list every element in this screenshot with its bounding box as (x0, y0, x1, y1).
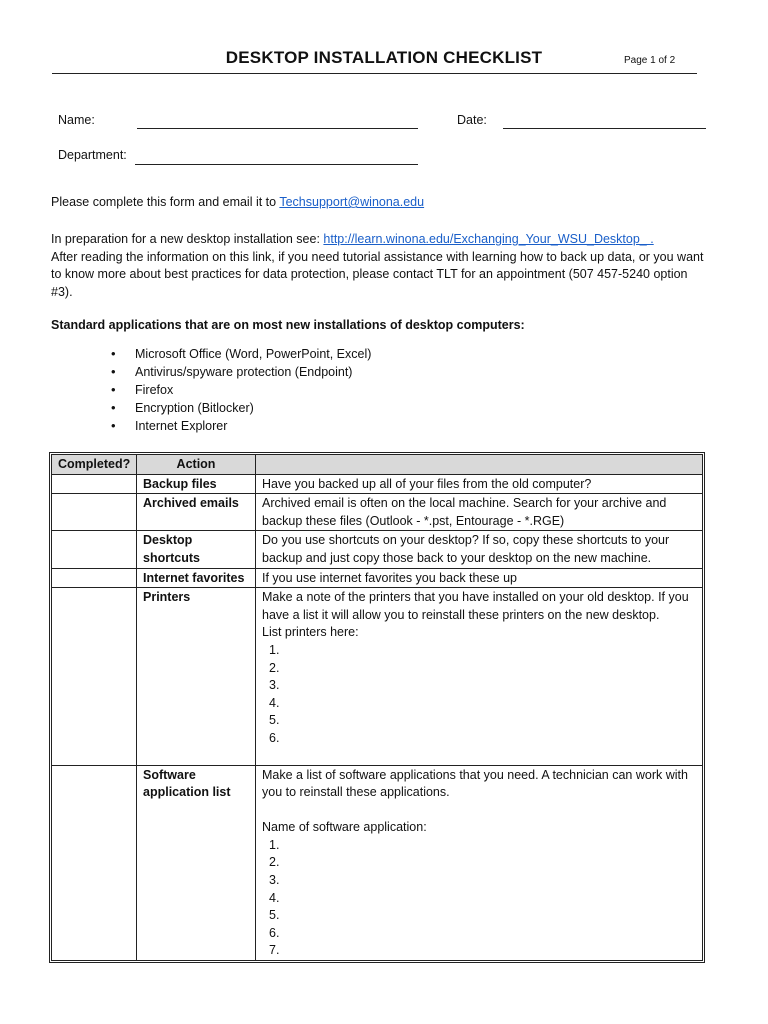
table-row (52, 494, 703, 531)
table-row (52, 568, 703, 588)
preparation-paragraph (51, 231, 711, 301)
after-reading-text: After reading the information on this link, if you need tutorial assistance with learning how to back up data, or you want to know more about best practices for data protection, please contact TLT for an appointment (507 457-5240 option #3). (51, 249, 704, 299)
completed-cell[interactable] (52, 494, 137, 531)
action-cell: Desktop shortcuts (137, 531, 256, 568)
department-field[interactable] (135, 164, 418, 165)
printers-description: Make a note of the printers that you have installed on your old desktop. If you have a list it will allow you to reinstall these printers on the new desktop. (262, 590, 689, 622)
printers-list-label: List printers here: (262, 625, 359, 640)
completed-cell[interactable] (52, 765, 137, 961)
list-item: • Internet Explorer (135, 417, 371, 435)
action-cell: Backup files (137, 474, 256, 494)
apps-list (87, 345, 371, 435)
list-item[interactable]: 2. (269, 855, 280, 870)
list-item[interactable]: 4. (269, 695, 280, 710)
page-title: DESKTOP INSTALLATION CHECKLIST (225, 48, 543, 67)
completed-cell[interactable] (52, 531, 137, 568)
completed-header: Completed? (52, 455, 137, 475)
description-cell (256, 765, 703, 961)
page-indicator: Page 1 of 2 (624, 55, 676, 66)
department-label: Department: (58, 148, 127, 162)
date-field[interactable] (503, 128, 706, 129)
description-header (256, 455, 703, 475)
preparation-text: In preparation for a new desktop installation see: (51, 232, 324, 246)
table-row (52, 474, 703, 494)
description-cell: Have you backed up all of your files from the old computer? (256, 474, 703, 494)
preparation-line (51, 231, 711, 249)
list-item[interactable]: 3. (269, 873, 280, 888)
completed-cell[interactable] (52, 568, 137, 588)
action-header: Action (137, 455, 256, 475)
list-item[interactable]: 3. (269, 678, 280, 693)
email-instruction (51, 194, 711, 212)
apps-heading: Standard applications that are on most new installations of desktop computers: (51, 318, 525, 332)
list-item: • Firefox (135, 381, 371, 399)
list-item: • Antivirus/spyware protection (Endpoint) (135, 363, 371, 381)
action-cell: Internet favorites (137, 568, 256, 588)
title-divider (52, 73, 697, 74)
description-cell: Archived email is often on the local machine. Search for your archive and backup these files (Outlook - *.pst, Entourage - *.RGE) (256, 494, 703, 531)
table-row (52, 531, 703, 568)
list-item[interactable]: 5. (269, 908, 280, 923)
date-label: Date: (457, 113, 487, 127)
learn-link[interactable]: http://learn.winona.edu/Exchanging_Your_WSU_Desktop_ . (323, 232, 654, 246)
description-cell: If you use internet favorites you back these up (256, 568, 703, 588)
list-item[interactable]: 1. (269, 642, 280, 657)
action-cell: Archived emails (137, 494, 256, 531)
list-item[interactable]: 2. (269, 660, 280, 675)
description-cell: Do you use shortcuts on your desktop? If so, copy these shortcuts to your backup and just copy those back to your desktop on the new machine. (256, 531, 703, 568)
name-field[interactable] (137, 128, 418, 129)
spacer (262, 802, 696, 820)
list-item[interactable]: 6. (269, 730, 280, 745)
table-row (52, 765, 703, 961)
list-item: • Microsoft Office (Word, PowerPoint, Excel) (135, 345, 371, 363)
software-description: Make a list of software applications that you need. A technician can work with you to reinstall these applications. (262, 767, 688, 800)
action-cell: Printers (137, 588, 256, 765)
name-label: Name: (58, 113, 95, 127)
list-item[interactable]: 1. (269, 837, 280, 852)
completed-cell[interactable] (52, 474, 137, 494)
list-item[interactable]: 6. (269, 925, 280, 940)
software-number-list (262, 837, 696, 960)
printers-number-list (262, 642, 696, 748)
table-row (52, 588, 703, 765)
list-item[interactable]: 4. (269, 890, 280, 905)
spacer (262, 748, 696, 765)
email-instruction-text: Please complete this form and email it to (51, 195, 280, 209)
software-list-label: Name of software application: (262, 820, 427, 835)
list-item[interactable]: 5. (269, 713, 280, 728)
description-cell (256, 588, 703, 765)
email-link[interactable]: Techsupport@winona.edu (279, 195, 425, 209)
checklist-table (51, 454, 703, 961)
completed-cell[interactable] (52, 588, 137, 765)
list-item[interactable]: 7. (269, 943, 280, 958)
action-cell: Software application list (137, 765, 256, 961)
table-header-row (52, 455, 703, 475)
list-item: • Encryption (Bitlocker) (135, 399, 371, 417)
